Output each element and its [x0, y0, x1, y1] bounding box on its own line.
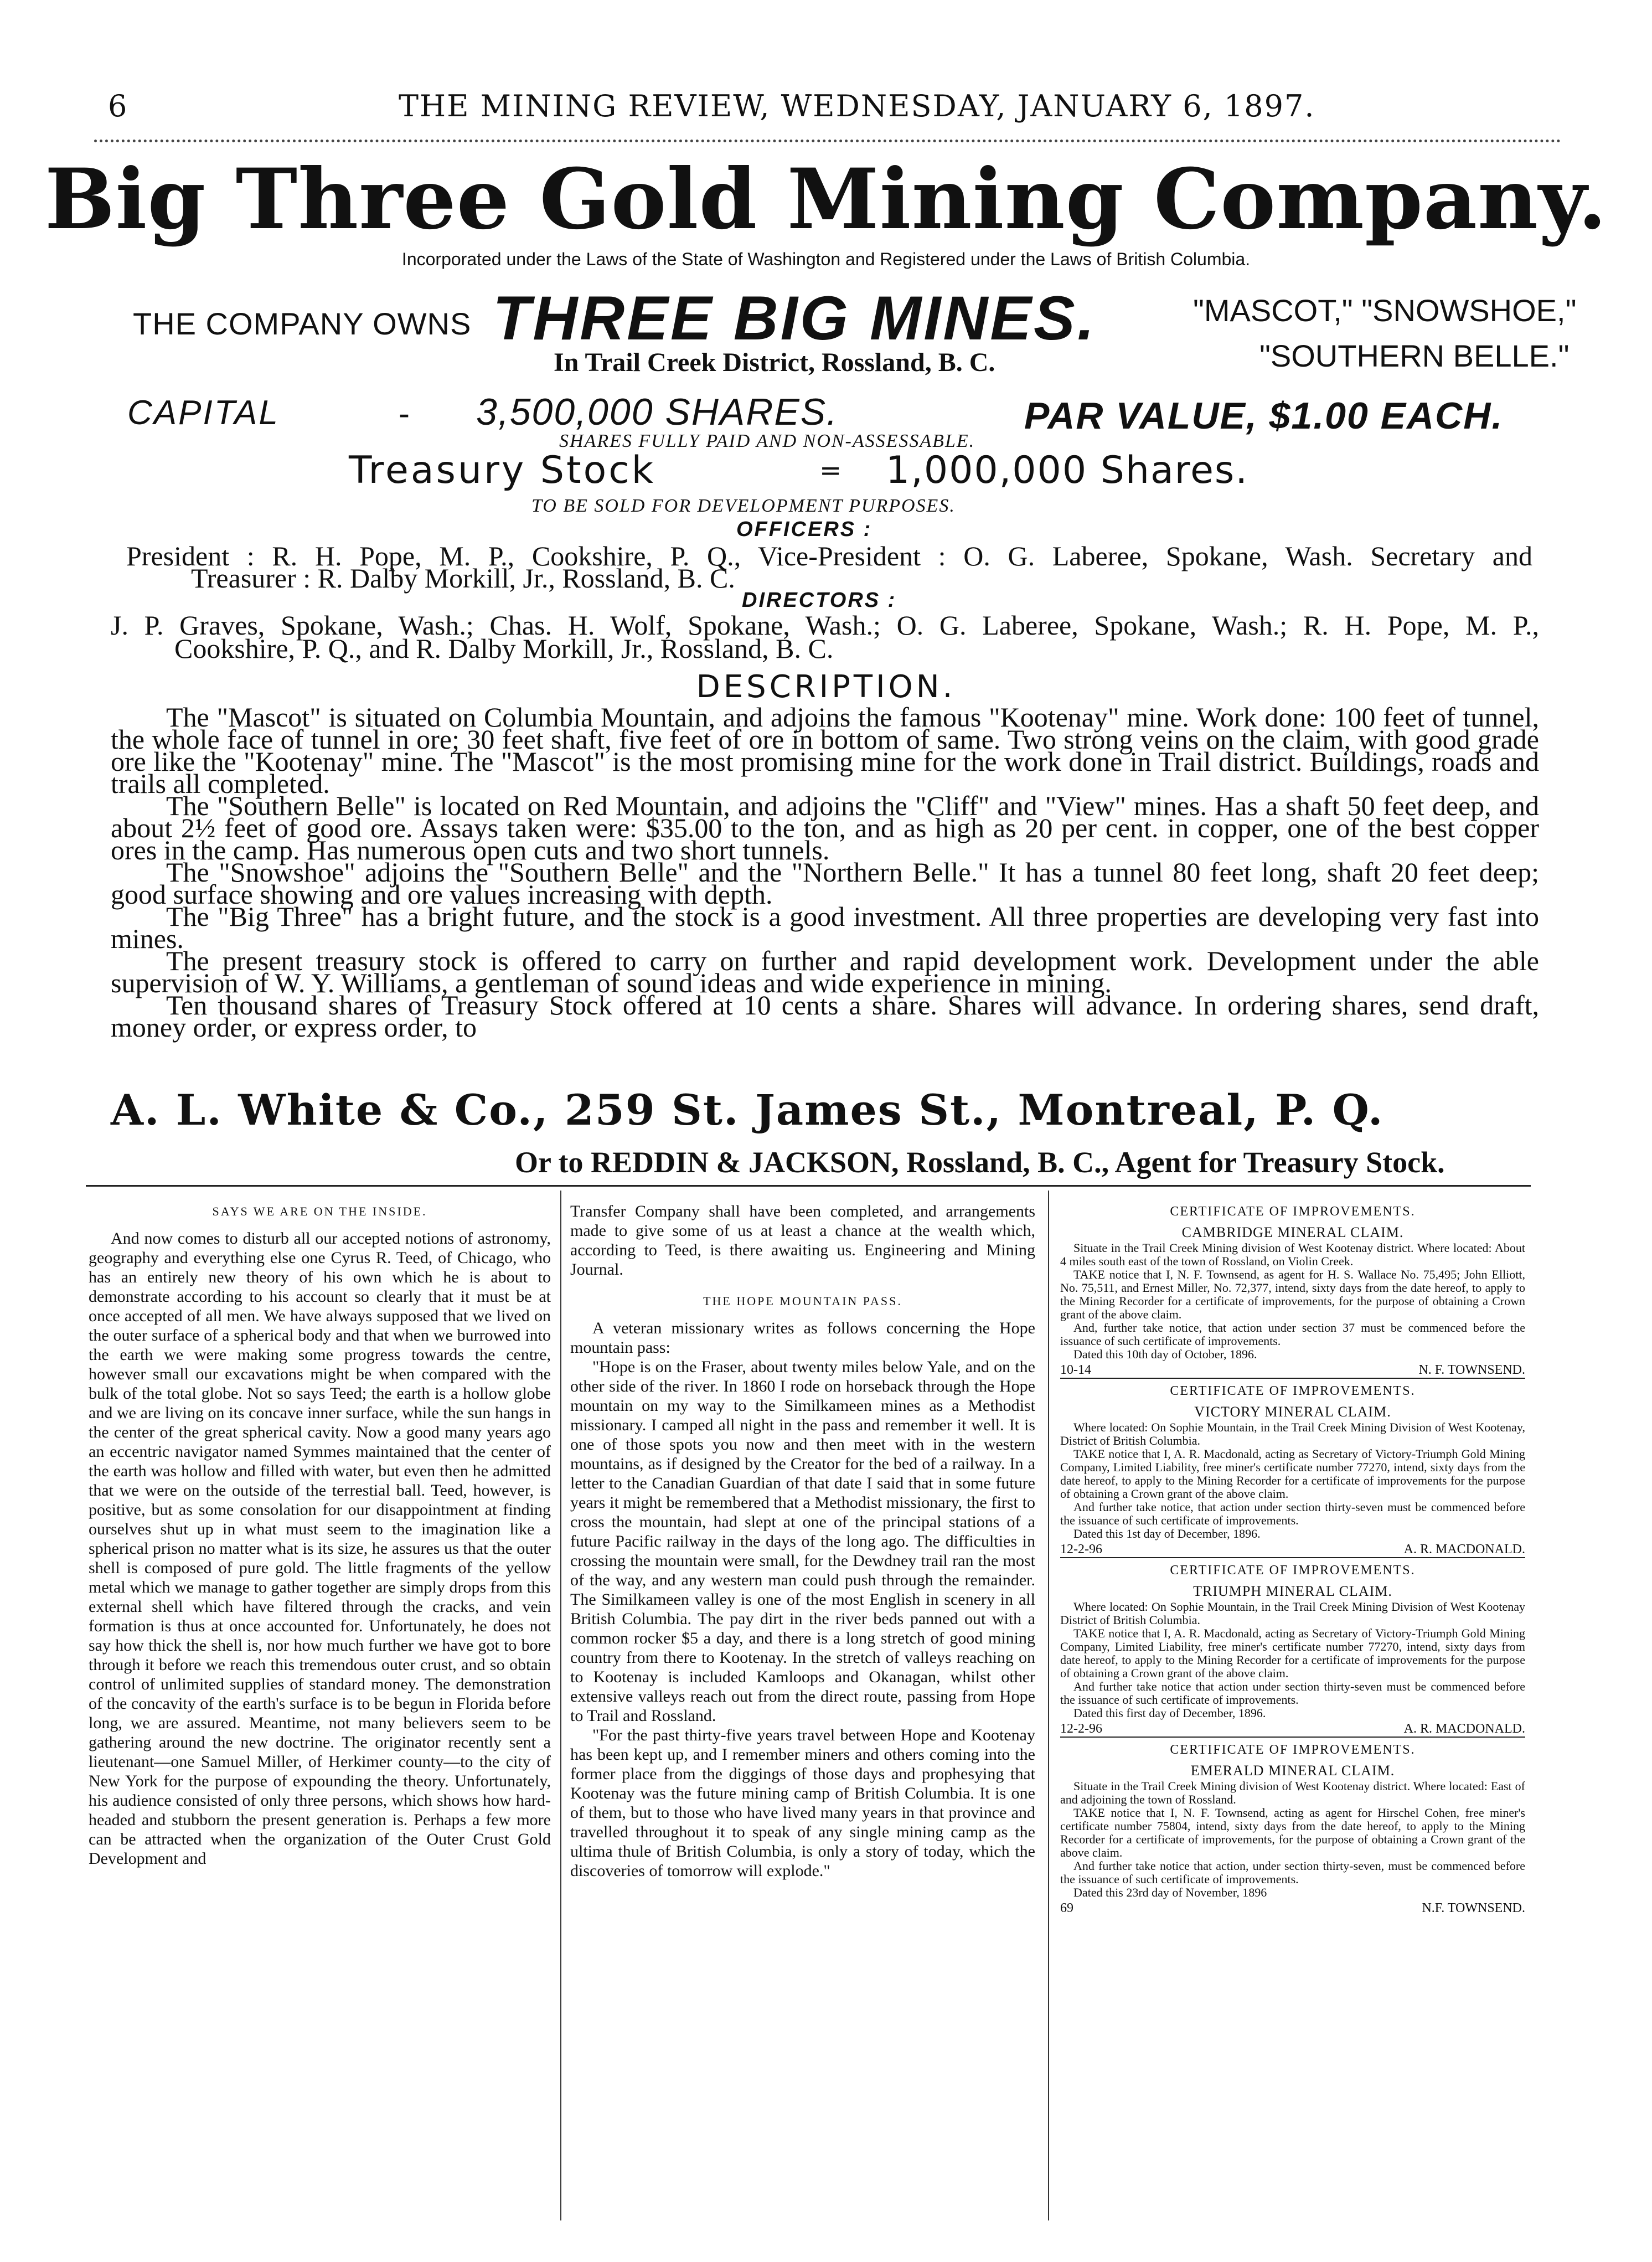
cert-title: CERTIFICATE OF IMPROVEMENTS. — [1170, 1563, 1416, 1578]
capital-label: CAPITAL — [127, 394, 280, 432]
agent-reddin: Or to REDDIN & JACKSON, Rossland, B. C., Agent for Treasury Stock. — [515, 1146, 1445, 1179]
column-2 — [570, 1202, 1035, 1880]
cert-emerald — [1060, 1743, 1525, 1915]
owns-label: THE COMPANY OWNS — [133, 306, 472, 341]
header-rule — [94, 140, 1561, 142]
col2-continuation: Transfer Company shall have been completed, and arrangements made to give some of us at least a chance at the wealth which, according to Teed, is there awaiting us. Engineering and Mining Journal. — [570, 1202, 1035, 1279]
cert-dated: Dated this 10th day of October, 1896. — [1073, 1347, 1257, 1361]
cert-notice: TAKE notice that I, A. R. Macdonald, acting as Secretary of Victory-Triumph Gold Mining Company, Limited Liability, free miner's certificate number 77270, intend, sixty days from date hereof, to apply to the Mining Recorder for a certificate of improvements for the purpose of obtaining a Crown grant of the above claim. — [1060, 1626, 1525, 1680]
three-big-mines: THREE BIG MINES. — [493, 284, 1097, 353]
running-title: THE MINING REVIEW, WEDNESDAY, JANUARY 6, 1897. — [399, 89, 1315, 123]
directors-heading: DIRECTORS : — [742, 589, 897, 612]
cert-further: And further take notice, that action under section thirty-seven must be commenced before the issuance of such certificate of improvements. — [1060, 1500, 1525, 1527]
fully-paid-note: SHARES FULLY PAID AND NON-ASSESSABLE. — [559, 431, 975, 451]
cert-location: Where located: On Sophie Mountain, in the Trail Creek Mining Division of West Kootenay District of British Columbia. — [1060, 1600, 1525, 1627]
column-1 — [89, 1202, 551, 1868]
cert-code: 12-2-96 — [1060, 1542, 1102, 1557]
cert-claim-name: EMERALD MINERAL CLAIM. — [1190, 1763, 1395, 1779]
officers-line-2: Treasurer : R. Dalby Morkill, Jr., Rossland, B. C. — [191, 563, 735, 594]
treasury-label: Treasury Stock — [349, 449, 656, 492]
cert-triumph — [1060, 1564, 1525, 1738]
mines-list-1: "MASCOT," "SNOWSHOE," — [1193, 293, 1577, 328]
col2-heading: THE HOPE MOUNTAIN PASS. — [703, 1294, 902, 1308]
treasury-note: TO BE SOLD FOR DEVELOPMENT PURPOSES. — [531, 496, 956, 516]
cert-signer: N.F. TOWNSEND. — [1422, 1901, 1525, 1915]
treasury-value: 1,000,000 Shares. — [886, 449, 1248, 492]
col2-paragraph-3: "For the past thirty-five years travel between Hope and Kootenay has been kept up, and I remember miners and others coming into the former place from the diggings of those days and prophesying that Kootenay was the future mining camp of British Columbia. It is one of them, but to those who have lived many years in that province and travelled throughout it to speak of any single mining camp as the ultima thule of British Columbia, is only a story of today, which the discoveries of tomorrow will explode." — [570, 1726, 1035, 1880]
treasury-eq: = — [819, 455, 842, 486]
page-number: 6 — [108, 89, 128, 123]
col1-heading: SAYS WE ARE ON THE INSIDE. — [212, 1204, 427, 1218]
cert-location: Where located: On Sophie Mountain, in the Trail Creek Mining Division of West Kootenay, District of British Columbia. — [1060, 1420, 1525, 1447]
column-3 — [1060, 1202, 1525, 1915]
agent-white: A. L. White & Co., 259 St. James St., Montreal, P. Q. — [111, 1085, 1384, 1135]
cert-location: Situate in the Trail Creek Mining division of West Kootenay district. Where located: About 4 miles south east of the town of Rossland, on Violin Creek. — [1060, 1241, 1525, 1268]
col1-article-body: And now comes to disturb all our accepted notions of astronomy, geography and everything else one Cyrus R. Teed, of Chicago, who has an entirely new theory of his own which he is about to demonstrate according to his account so clearly that it must be at once accepted of all men. We have always supposed that we lived on the outer surface of a spherical body and that when we burrowed into the earth we were making some progress towards the centre, however small our excavations might be when compared with the bulk of the total globe. Not so says Teed; the earth is a hollow globe and we are living on its concave inner surface, while the sun hangs in the center of the great spherical cavity. Now a good many years ago an eccentric navigator named Symmes maintained that the center of the earth was hollow and filled with water, but even then he admitted that we were on the outside of the terrestial ball. Teed, however, is positive, but as some consolation for our disappointment at finding ourselves shut up in what must seem to the imagination like a spherical prison no matter what is its size, he assures us that the outer shell is composed of pure gold. The little fragments of the yellow metal which we manage to gather together are simply drops from this external shell which have filtered through the cracks, and vein formation is thus at once accounted for. Unfortunately, he does not say how thick the shell is, nor how much further we have got to bore through it before we reach this tremendous outer crust, and so obtain control of unlimited supplies of standard money. The demonstration of the concavity of the earth's surface is to be begun in Florida before long, we are assured. Meantime, not many believers seem to be gathering around the new doctrine. The originator recently sent a lieutenant—one Samuel Miller, of Herkimer county—to the city of New York for the purpose of expounding the theory. Unfortunately, his audience consisted of only three persons, which shows how hard-headed and stubborn the present generation is. Perhaps a few more can be attracted when the organization of the Outer Crust Gold Development and — [89, 1229, 551, 1868]
cert-signer: A. R. MACDONALD. — [1403, 1542, 1525, 1557]
cert-location: Situate in the Trail Creek Mining division of West Kootenay district. Where located: East of and adjoining the town of Rossland. — [1060, 1779, 1525, 1806]
cert-signer: N. F. TOWNSEND. — [1418, 1363, 1525, 1377]
ad-bottom-rule — [86, 1185, 1531, 1187]
description-ordering: Ten thousand shares of Treasury Stock offered at 10 cents a share. Shares will advance. In ordering shares, send draft, money order, or express order, to — [111, 990, 1539, 1043]
directors-line-1: J. P. Graves, Spokane, Wash.; Chas. H. Wolf, Spokane, Wash.; O. G. Laberee, Spokane, Wash.; R. H. Pope, M. P., — [111, 610, 1539, 641]
cert-further: And further take notice that action, under section thirty-seven, must be commenced before the issuance of such certificate of improvements. — [1060, 1859, 1525, 1886]
cert-signature-row — [1060, 1363, 1525, 1377]
cert-signature-row — [1060, 1722, 1525, 1735]
column-rule-1 — [560, 1191, 561, 2220]
col2-paragraph-2: "Hope is on the Fraser, about twenty miles below Yale, and on the other side of the river. In 1860 I rode on horseback through the Hope mountain on my way to the Similkameen mines as a Methodist missionary. I camped all night in the pass and remember it well. It is one of those spots you now and then meet with in the western mountains, as if designed by the Creator for the bed of a railway. In a letter to the Canadian Guardian of that date I said that in some future years it might be remembered that a Methodist missionary, the first to cross the mountain, had slept at one of the principal stations of a future Pacific railway in the days of the long ago. The difficulties in crossing the mountain were small, for the Dewdney trail ran the most of the way, and any western man could push through the remainder. The Similkameen valley is one of the most English in scenery in all British Columbia. The pay dirt in the river beds panned out with a common rocker $5 a day, and there is a long stretch of good mining country from there to Kootenay. In the stretch of valleys reaching on to Kootenay is included Kamloops and Okanagan, whilst other extensive valleys reach out from the direct route, passing from Hope to Trail and Rossland. — [570, 1358, 1035, 1725]
cert-signer: A. R. MACDONALD. — [1403, 1722, 1525, 1736]
cert-signature-row — [1060, 1902, 1525, 1915]
par-value: PAR VALUE, $1.00 EACH. — [1024, 395, 1504, 437]
cert-code: 69 — [1060, 1901, 1073, 1915]
cert-signature-row — [1060, 1543, 1525, 1556]
officers-line-1: President : R. H. Pope, M. P., Cookshire, P. Q., Vice-President : O. G. Laberee, Spokane, Wash. Secretary and — [126, 540, 1532, 571]
cert-divider — [1060, 1378, 1525, 1379]
cert-title: CERTIFICATE OF IMPROVEMENTS. — [1170, 1204, 1416, 1219]
cert-further: And further take notice that action under section thirty-seven must be commenced before the issuance of such certificate of improvements. — [1060, 1679, 1525, 1707]
cert-title: CERTIFICATE OF IMPROVEMENTS. — [1170, 1743, 1416, 1757]
cert-victory — [1060, 1384, 1525, 1558]
capital-shares: 3,500,000 SHARES. — [476, 391, 838, 433]
column-rule-2 — [1048, 1191, 1049, 2220]
ad-title: Big Three Gold Mining Company. — [44, 151, 1608, 248]
cert-claim-name: TRIUMPH MINERAL CLAIM. — [1193, 1583, 1392, 1599]
cert-title: CERTIFICATE OF IMPROVEMENTS. — [1170, 1384, 1416, 1398]
cert-dated: Dated this first day of December, 1896. — [1073, 1706, 1266, 1720]
description-snowshoe: The "Snowshoe" adjoins the "Southern Belle" and the "Northern Belle." It has a tunnel 80 feet long, shaft 20 feet deep; good surface showing and ore values increasing with depth. — [111, 857, 1539, 910]
cert-dated: Dated this 23rd day of November, 1896 — [1073, 1885, 1267, 1899]
cert-notice: TAKE notice that I, A. R. Macdonald, acting as Secretary of Victory-Triumph Gold Mining Company, Limited Liability, free miner's certificate number 77270, intend, sixty days from the date hereof, to apply to the Mining Recorder for a certificate of improvements for the purpose of obtaining a Crown grant of the above claim. — [1060, 1447, 1525, 1501]
cert-dated: Dated this 1st day of December, 1896. — [1073, 1527, 1261, 1540]
cert-divider — [1060, 1557, 1525, 1558]
cert-code: 12-2-96 — [1060, 1722, 1102, 1736]
capital-dash: - — [399, 395, 410, 432]
description-mascot: The "Mascot" is situated on Columbia Mountain, and adjoins the famous "Kootenay" mine. Work done: 100 feet of tunnel, the whole face of tunnel in ore; 30 feet shaft, five feet of ore in bottom of same. Two strong veins on the claim, with good grade ore like the "Kootenay" mine. The "Mascot" is the most promising mine for the work done in Trail district. Buildings, roads and trails all completed. — [111, 702, 1539, 799]
cert-code: 10-14 — [1060, 1363, 1091, 1377]
district-line: In Trail Creek District, Rossland, B. C. — [554, 348, 995, 377]
mines-list-2: "SOUTHERN BELLE." — [1259, 338, 1570, 373]
cert-cambridge — [1060, 1205, 1525, 1379]
cert-notice: TAKE notice that I, N. F. Townsend, as agent for H. S. Wallace No. 75,495; John Elliott, No. 75,511, and Ernest Miller, No. 72,377, intend, sixty days from the date hereof, to apply to the Mining Recorder for a certificate of improvements, for the purpose of obtaining a Crown grant of the above claim. — [1060, 1267, 1525, 1321]
description-southern-belle: The "Southern Belle" is located on Red Mountain, and adjoins the "Cliff" and "View" mines. Has a shaft 50 feet deep, and about 2½ feet of good ore. Assays taken were: $35.00 to the ton, and as high as 20 per cent. in copper, one of the best copper ores in the camp. Has numerous open cuts and two short tunnels. — [111, 790, 1539, 865]
incorporation-line: Incorporated under the Laws of the State of Washington and Registered under the Laws of British Columbia. — [401, 249, 1251, 269]
cert-divider — [1060, 1737, 1525, 1738]
cert-notice: TAKE notice that I, N. F. Townsend, acting as agent for Hirschel Cohen, free miner's certificate number 75804, intend, sixty days from the date hereof, to apply to the Mining Recorder for a certificate of improvements, for the purpose of obtaining a Crown grant of the above claim. — [1060, 1806, 1525, 1859]
cert-claim-name: VICTORY MINERAL CLAIM. — [1194, 1404, 1391, 1420]
officers-heading: OFFICERS : — [736, 518, 873, 541]
description-heading: DESCRIPTION. — [696, 669, 956, 705]
description-body — [111, 702, 1539, 1043]
cert-claim-name: CAMBRIDGE MINERAL CLAIM. — [1181, 1224, 1404, 1240]
col2-paragraph-1: A veteran missionary writes as follows concerning the Hope mountain pass: — [570, 1319, 1035, 1357]
cert-further: And, further take notice, that action under section 37 must be commenced before the issuance of such certificate of improvements. — [1060, 1321, 1525, 1348]
description-big-three: The "Big Three" has a bright future, and the stock is a good investment. All three properties are developing very fast into mines. — [111, 901, 1539, 954]
description-treasury: The present treasury stock is offered to carry on further and rapid development work. Development under the able supervision of W. Y. Williams, a gentleman of sound ideas and wide experience in mining. — [111, 945, 1539, 998]
directors-line-2: Cookshire, P. Q., and R. Dalby Morkill, Jr., Rossland, B. C. — [174, 633, 834, 664]
